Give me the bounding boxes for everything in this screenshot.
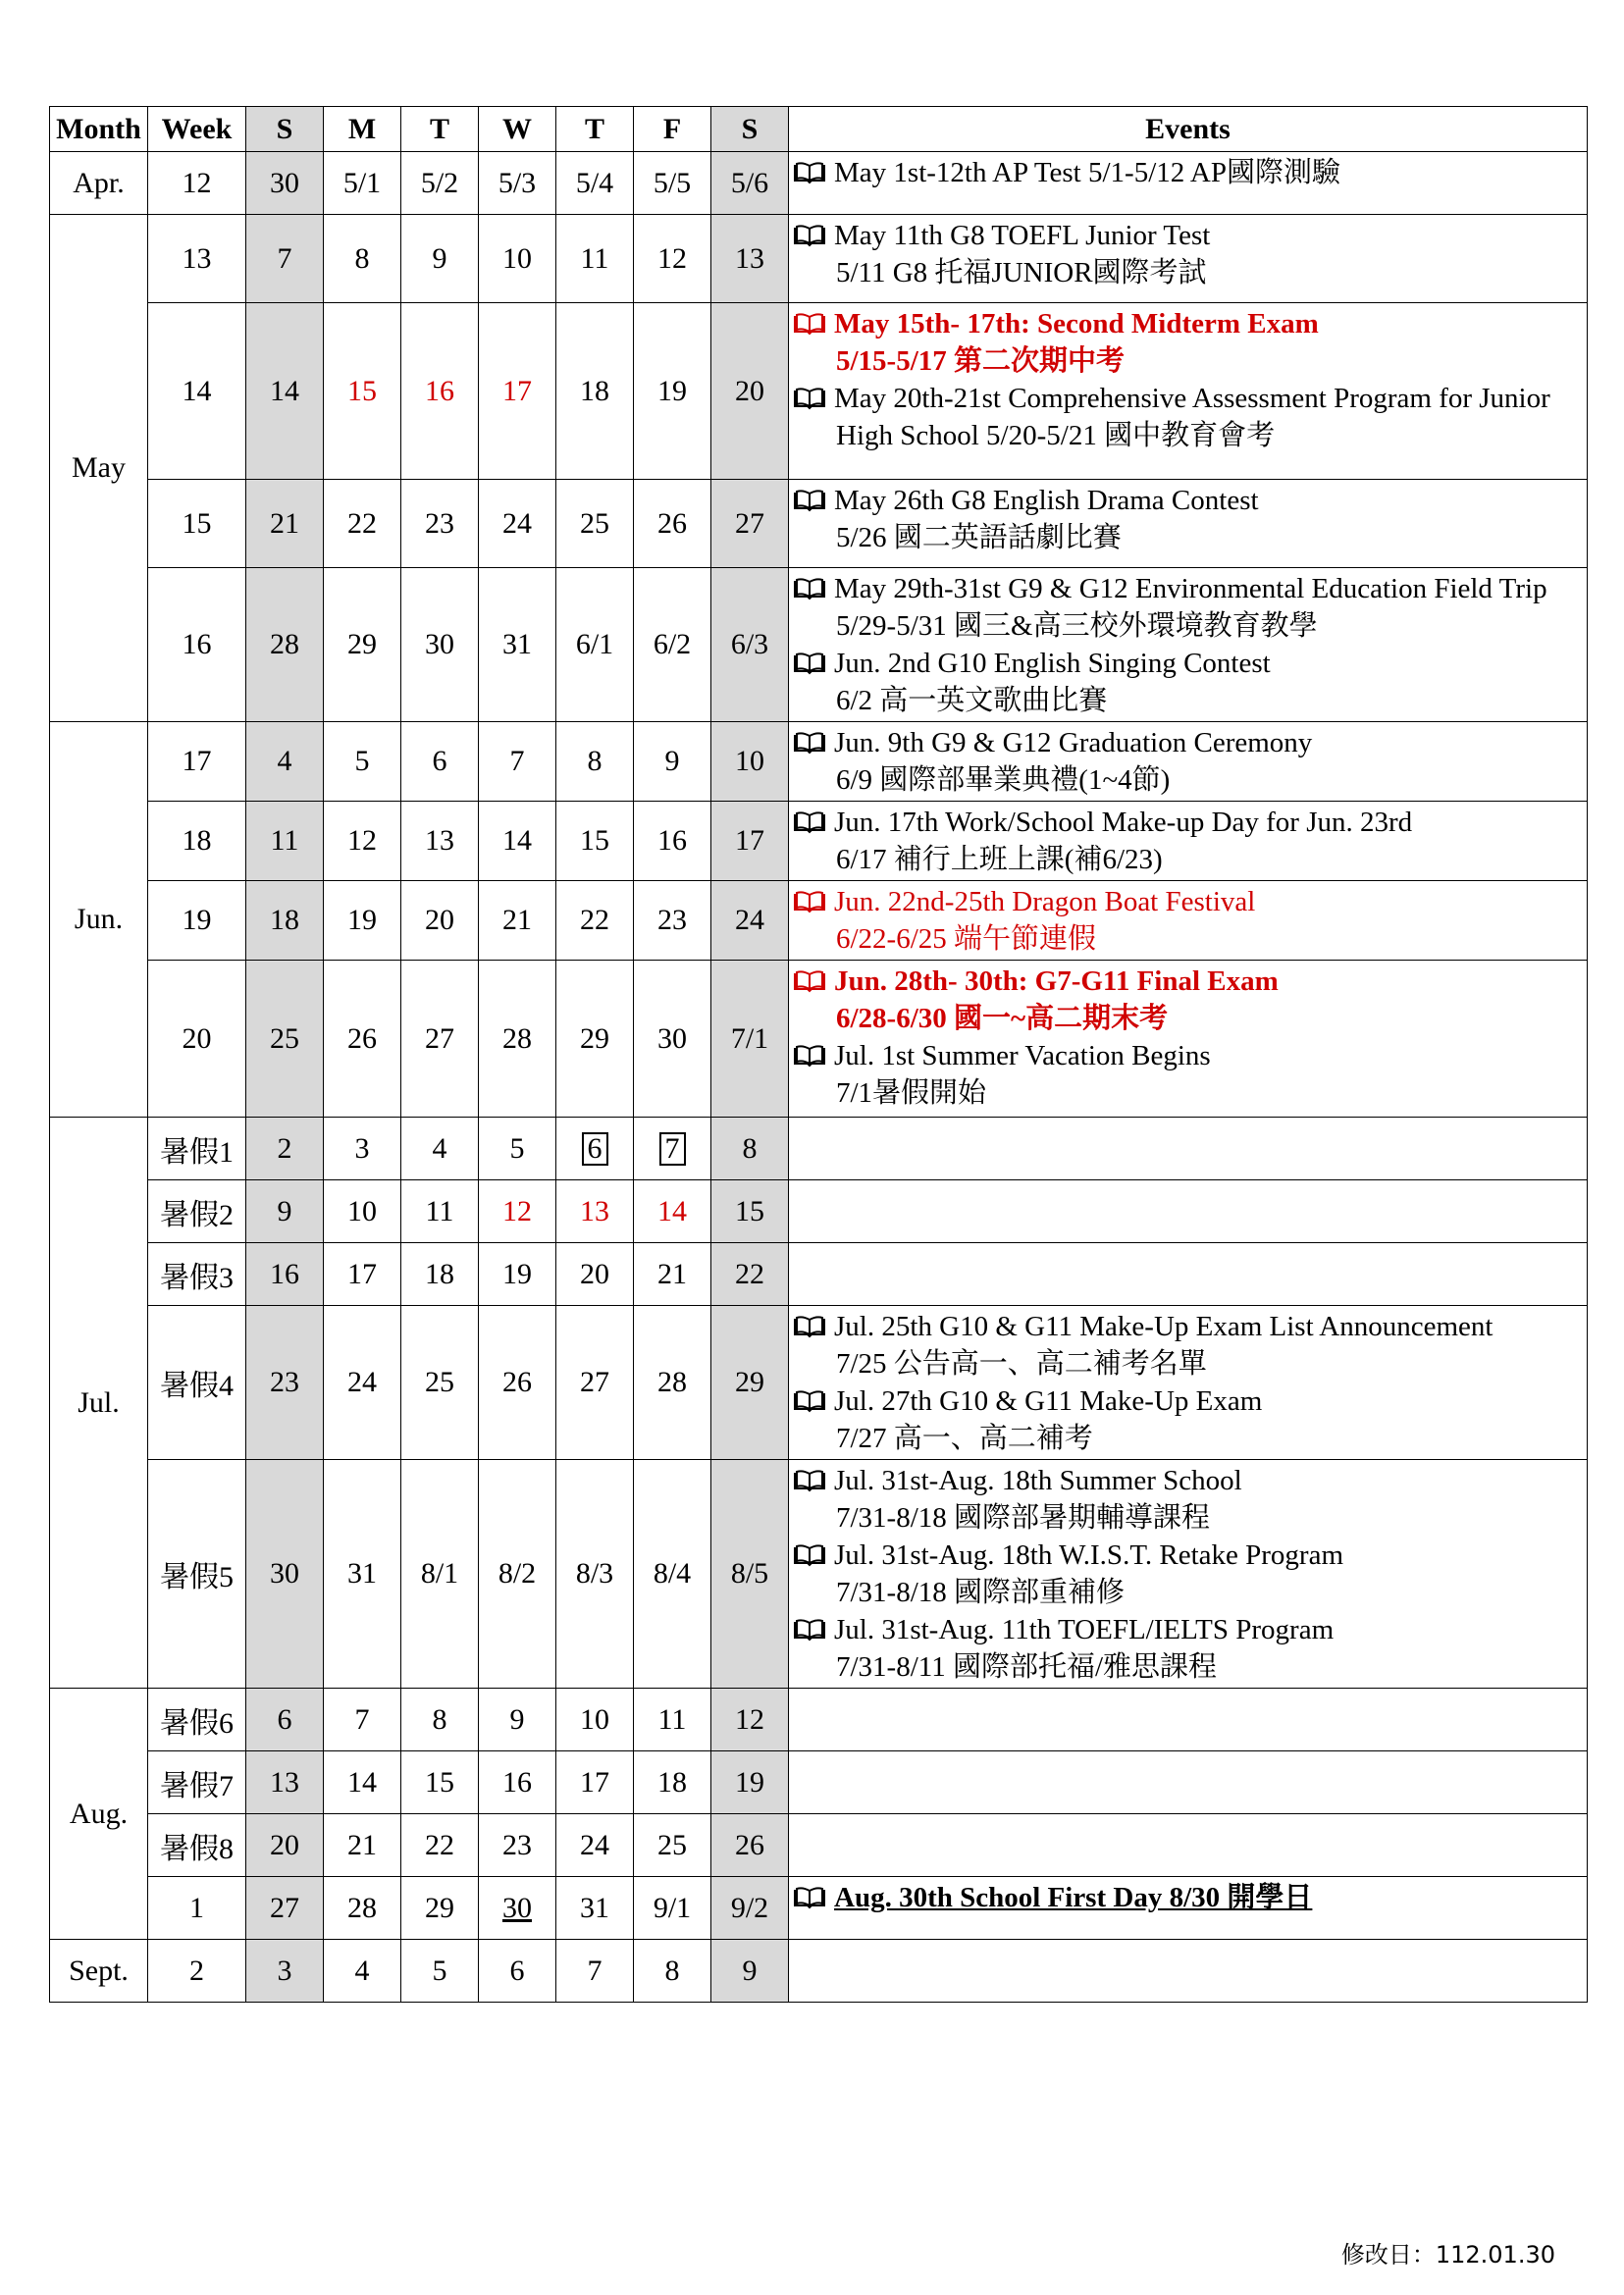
week-number-cell: 16 (148, 568, 246, 722)
open-book-icon (793, 1543, 826, 1567)
day-cell-wed: 28 (479, 961, 556, 1118)
day-cell-sun: 9 (246, 1180, 324, 1243)
day-cell-wed: 19 (479, 1243, 556, 1306)
event-text: Jul. 31st-Aug. 11th TOEFL/IELTS Program (834, 1614, 1335, 1645)
open-book-icon (793, 652, 826, 675)
open-book-icon (793, 1618, 826, 1642)
week-number-cell: 17 (148, 722, 246, 802)
day-cell-tue: 25 (401, 1306, 479, 1460)
day-header-tue: T (401, 107, 479, 152)
day-cell-sun: 3 (246, 1940, 324, 2003)
events-cell (789, 1814, 1588, 1877)
day-cell-fri: 23 (634, 881, 711, 961)
day-cell-mon: 31 (324, 1460, 401, 1689)
week-row (50, 1306, 1588, 1460)
event-text: 5/26 國二英語話劇比賽 (836, 522, 1122, 553)
week-row (50, 1118, 1588, 1180)
month-cell: Apr. (50, 152, 148, 215)
event-text: 6/22-6/25 端午節連假 (836, 923, 1097, 955)
day-header-mon: M (324, 107, 401, 152)
day-cell-tue: 30 (401, 568, 479, 722)
day-cell-thu: 10 (556, 1689, 634, 1751)
month-cell: Jun. (50, 722, 148, 1118)
week-row (50, 1180, 1588, 1243)
day-cell-fri (634, 1118, 711, 1180)
day-cell-sun: 27 (246, 1877, 324, 1940)
day-cell-sat: 26 (711, 1814, 789, 1877)
day-cell-wed: 26 (479, 1306, 556, 1460)
event-item (793, 305, 1583, 380)
day-cell-mon: 5/1 (324, 152, 401, 215)
open-book-icon (793, 1886, 826, 1909)
day-cell-fri: 21 (634, 1243, 711, 1306)
day-cell-wed: 14 (479, 802, 556, 881)
event-item (793, 1611, 1583, 1686)
week-row (50, 152, 1588, 215)
day-cell-tue: 15 (401, 1751, 479, 1814)
event-text: May 20th-21st Comprehensive Assessment Program for Junior (834, 383, 1550, 414)
event-item (793, 570, 1583, 645)
event-text: 5/15-5/17 第二次期中考 (836, 345, 1126, 377)
day-cell-thu: 6/1 (556, 568, 634, 722)
week-row (50, 568, 1588, 722)
day-cell-sun: 2 (246, 1118, 324, 1180)
week-row (50, 303, 1588, 480)
event-text: May 26th G8 English Drama Contest (834, 485, 1259, 516)
event-text: Aug. 30th School First Day 8/30 開學日 (834, 1882, 1313, 1913)
day-cell-sun: 14 (246, 303, 324, 480)
event-item (793, 217, 1583, 291)
day-cell-fri: 12 (634, 215, 711, 303)
day-cell-sun: 28 (246, 568, 324, 722)
day-cell-thu: 25 (556, 480, 634, 568)
day-cell-sun: 13 (246, 1751, 324, 1814)
day-cell-wed: 17 (479, 303, 556, 480)
open-book-icon (793, 1389, 826, 1413)
day-cell-sun: 4 (246, 722, 324, 802)
day-cell-wed: 9 (479, 1689, 556, 1751)
event-item (793, 1462, 1583, 1537)
day-cell-sun: 18 (246, 881, 324, 961)
header-row (50, 107, 1588, 152)
day-cell-tue: 16 (401, 303, 479, 480)
week-row (50, 881, 1588, 961)
event-item (793, 883, 1583, 958)
open-book-icon (793, 387, 826, 410)
open-book-icon (793, 1469, 826, 1492)
day-cell-sat: 5/6 (711, 152, 789, 215)
week-row (50, 215, 1588, 303)
day-cell-fri: 6/2 (634, 568, 711, 722)
events-cell (789, 568, 1588, 722)
day-cell-tue: 20 (401, 881, 479, 961)
day-cell-wed: 6 (479, 1940, 556, 2003)
day-cell-thu: 5/4 (556, 152, 634, 215)
events-cell (789, 961, 1588, 1118)
week-number-cell: 暑假3 (148, 1243, 246, 1306)
day-cell-thu: 17 (556, 1751, 634, 1814)
event-item (793, 1537, 1583, 1611)
event-text: 7/31-8/18 國際部重補修 (836, 1577, 1126, 1608)
day-cell-thu: 31 (556, 1877, 634, 1940)
day-cell-wed: 5 (479, 1118, 556, 1180)
event-text: 7/1暑假開始 (836, 1077, 987, 1109)
boxed-date: 6 (582, 1132, 608, 1166)
week-header: Week (148, 107, 246, 152)
day-cell-fri: 25 (634, 1814, 711, 1877)
day-cell-tue: 11 (401, 1180, 479, 1243)
day-cell-sat: 20 (711, 303, 789, 480)
day-cell-fri: 26 (634, 480, 711, 568)
day-cell-sat: 8 (711, 1118, 789, 1180)
day-cell-wed: 24 (479, 480, 556, 568)
open-book-icon (793, 1315, 826, 1338)
day-cell-wed: 7 (479, 722, 556, 802)
event-item (793, 1382, 1583, 1457)
event-text: 7/27 高一、高二補考 (836, 1423, 1093, 1454)
day-cell-wed: 8/2 (479, 1460, 556, 1689)
event-text: Jul. 1st Summer Vacation Begins (834, 1040, 1211, 1071)
event-item (793, 1879, 1583, 1916)
event-text: Jun. 17th Work/School Make-up Day for Jun. 23rd (834, 807, 1413, 838)
event-text: Jun. 9th G9 & G12 Graduation Ceremony (834, 727, 1313, 758)
day-cell-wed: 23 (479, 1814, 556, 1877)
day-cell-tue: 27 (401, 961, 479, 1118)
open-book-icon (793, 890, 826, 913)
day-cell-sun: 6 (246, 1689, 324, 1751)
day-cell-tue: 4 (401, 1118, 479, 1180)
open-book-icon (793, 577, 826, 600)
day-cell-thu: 22 (556, 881, 634, 961)
week-number-cell: 2 (148, 1940, 246, 2003)
open-book-icon (793, 161, 826, 184)
week-number-cell: 暑假1 (148, 1118, 246, 1180)
week-number-cell: 13 (148, 215, 246, 303)
day-cell-mon: 7 (324, 1689, 401, 1751)
day-cell-tue: 5/2 (401, 152, 479, 215)
day-cell-thu: 15 (556, 802, 634, 881)
events-cell (789, 1306, 1588, 1460)
revision-date: 修改日：112.01.30 (1340, 2241, 1555, 2269)
day-cell-mon: 3 (324, 1118, 401, 1180)
day-cell-sat: 6/3 (711, 568, 789, 722)
event-text: Jun. 28th- 30th: G7-G11 Final Exam (834, 965, 1279, 997)
day-header-sun: S (246, 107, 324, 152)
day-cell-fri: 11 (634, 1689, 711, 1751)
day-cell-mon: 8 (324, 215, 401, 303)
week-number-cell: 暑假2 (148, 1180, 246, 1243)
day-cell-sun: 23 (246, 1306, 324, 1460)
day-cell-mon: 22 (324, 480, 401, 568)
day-cell-sat: 12 (711, 1689, 789, 1751)
day-cell-thu: 18 (556, 303, 634, 480)
day-cell-sat: 19 (711, 1751, 789, 1814)
day-cell-thu: 20 (556, 1243, 634, 1306)
day-cell-sat: 15 (711, 1180, 789, 1243)
week-row (50, 802, 1588, 881)
week-number-cell: 暑假6 (148, 1689, 246, 1751)
week-number-cell: 14 (148, 303, 246, 480)
week-number-cell: 19 (148, 881, 246, 961)
events-cell (789, 1243, 1588, 1306)
week-row (50, 1751, 1588, 1814)
week-row (50, 961, 1588, 1118)
day-cell-fri: 5/5 (634, 152, 711, 215)
day-cell-sun: 20 (246, 1814, 324, 1877)
day-header-sat: S (711, 107, 789, 152)
event-text: 7/31-8/11 國際部托福/雅思課程 (836, 1651, 1218, 1683)
day-cell-sun: 16 (246, 1243, 324, 1306)
calendar-body (50, 152, 1588, 2003)
events-cell (789, 303, 1588, 480)
event-text: May 1st-12th AP Test 5/1-5/12 AP國際測驗 (834, 157, 1340, 188)
day-cell-wed: 16 (479, 1751, 556, 1814)
day-cell-mon: 4 (324, 1940, 401, 2003)
day-cell-mon: 15 (324, 303, 401, 480)
week-row (50, 1940, 1588, 2003)
day-cell-thu: 8 (556, 722, 634, 802)
event-item (793, 482, 1583, 556)
event-text: 7/25 公告高一、高二補考名單 (836, 1348, 1207, 1380)
day-cell-mon: 14 (324, 1751, 401, 1814)
day-cell-wed: 5/3 (479, 152, 556, 215)
day-cell-thu: 7 (556, 1940, 634, 2003)
open-book-icon (793, 1044, 826, 1068)
day-cell-fri: 18 (634, 1751, 711, 1814)
day-header-thu: T (556, 107, 634, 152)
day-cell-wed: 10 (479, 215, 556, 303)
event-text: 6/28-6/30 國一~高二期末考 (836, 1003, 1169, 1034)
day-cell-sat: 27 (711, 480, 789, 568)
day-cell-wed: 30 (479, 1877, 556, 1940)
day-cell-sat: 7/1 (711, 961, 789, 1118)
event-text: Jun. 22nd-25th Dragon Boat Festival (834, 886, 1256, 917)
day-cell-mon: 29 (324, 568, 401, 722)
day-cell-tue: 8/1 (401, 1460, 479, 1689)
day-cell-fri: 9/1 (634, 1877, 711, 1940)
day-cell-tue: 8 (401, 1689, 479, 1751)
open-book-icon (793, 810, 826, 834)
day-cell-mon: 19 (324, 881, 401, 961)
month-cell: Jul. (50, 1118, 148, 1689)
day-cell-sat: 17 (711, 802, 789, 881)
day-cell-thu: 11 (556, 215, 634, 303)
day-cell-mon: 28 (324, 1877, 401, 1940)
day-cell-fri: 8/4 (634, 1460, 711, 1689)
day-cell-wed: 31 (479, 568, 556, 722)
open-book-icon (793, 969, 826, 993)
day-cell-sun: 30 (246, 1460, 324, 1689)
event-text: May 11th G8 TOEFL Junior Test (834, 220, 1211, 251)
week-number-cell: 暑假7 (148, 1751, 246, 1814)
event-text: Jul. 31st-Aug. 18th W.I.S.T. Retake Program (834, 1539, 1344, 1571)
day-cell-fri: 30 (634, 961, 711, 1118)
events-cell (789, 1877, 1588, 1940)
open-book-icon (793, 224, 826, 247)
event-item (793, 645, 1583, 719)
day-cell-thu: 13 (556, 1180, 634, 1243)
day-cell-sat: 13 (711, 215, 789, 303)
month-cell: May (50, 215, 148, 722)
event-item (793, 963, 1583, 1037)
day-cell-sat: 24 (711, 881, 789, 961)
week-number-cell: 1 (148, 1877, 246, 1940)
events-cell (789, 1940, 1588, 2003)
day-cell-sat: 8/5 (711, 1460, 789, 1689)
day-cell-sat: 9 (711, 1940, 789, 2003)
boxed-date: 7 (659, 1132, 686, 1166)
day-header-fri: F (634, 107, 711, 152)
day-cell-thu: 24 (556, 1814, 634, 1877)
day-cell-sun: 25 (246, 961, 324, 1118)
day-cell-sat: 9/2 (711, 1877, 789, 1940)
day-cell-thu: 29 (556, 961, 634, 1118)
event-text: Jun. 2nd G10 English Singing Contest (834, 648, 1271, 679)
event-item (793, 380, 1583, 454)
week-row (50, 1877, 1588, 1940)
day-cell-mon: 10 (324, 1180, 401, 1243)
day-cell-sun: 30 (246, 152, 324, 215)
event-text: Jul. 25th G10 & G11 Make-Up Exam List Announcement (834, 1311, 1493, 1342)
day-cell-tue: 9 (401, 215, 479, 303)
events-cell (789, 215, 1588, 303)
day-cell-wed: 12 (479, 1180, 556, 1243)
events-cell (789, 1689, 1588, 1751)
events-cell (789, 1460, 1588, 1689)
event-item (793, 1308, 1583, 1382)
day-cell-tue: 23 (401, 480, 479, 568)
event-text: High School 5/20-5/21 國中教育會考 (836, 420, 1276, 451)
day-cell-wed: 21 (479, 881, 556, 961)
event-text: 6/9 國際部畢業典禮(1~4節) (836, 764, 1171, 796)
day-cell-tue: 6 (401, 722, 479, 802)
event-item (793, 804, 1583, 878)
event-item (793, 724, 1583, 799)
events-cell (789, 722, 1588, 802)
events-cell (789, 480, 1588, 568)
day-cell-fri: 8 (634, 1940, 711, 2003)
month-header: Month (50, 107, 148, 152)
event-text: Jul. 27th G10 & G11 Make-Up Exam (834, 1385, 1263, 1417)
week-number-cell: 20 (148, 961, 246, 1118)
day-cell-tue: 29 (401, 1877, 479, 1940)
events-cell (789, 152, 1588, 215)
day-cell-tue: 22 (401, 1814, 479, 1877)
week-row (50, 722, 1588, 802)
week-row (50, 1814, 1588, 1877)
week-number-cell: 暑假4 (148, 1306, 246, 1460)
day-cell-fri: 9 (634, 722, 711, 802)
event-text: May 29th-31st G9 & G12 Environmental Education Field Trip (834, 573, 1547, 604)
events-cell (789, 1180, 1588, 1243)
event-text: 5/11 G8 托福JUNIOR國際考試 (836, 257, 1207, 288)
week-number-cell: 12 (148, 152, 246, 215)
day-cell-thu: 8/3 (556, 1460, 634, 1689)
event-text: 6/17 補行上班上課(補6/23) (836, 844, 1163, 875)
day-cell-thu: 27 (556, 1306, 634, 1460)
day-cell-tue: 13 (401, 802, 479, 881)
school-calendar-table (49, 106, 1588, 2003)
event-item (793, 1037, 1583, 1112)
day-cell-fri: 14 (634, 1180, 711, 1243)
open-book-icon (793, 312, 826, 336)
day-cell-sat: 22 (711, 1243, 789, 1306)
day-cell-sun: 7 (246, 215, 324, 303)
day-cell-mon: 21 (324, 1814, 401, 1877)
day-cell-mon: 26 (324, 961, 401, 1118)
week-number-cell: 15 (148, 480, 246, 568)
open-book-icon (793, 489, 826, 512)
event-text: Jul. 31st-Aug. 18th Summer School (834, 1465, 1242, 1496)
day-cell-tue: 5 (401, 1940, 479, 2003)
day-cell-tue: 18 (401, 1243, 479, 1306)
events-cell (789, 881, 1588, 961)
month-cell: Sept. (50, 1940, 148, 2003)
week-row (50, 480, 1588, 568)
week-number-cell: 暑假8 (148, 1814, 246, 1877)
month-cell: Aug. (50, 1689, 148, 1940)
day-cell-fri: 16 (634, 802, 711, 881)
day-cell-thu (556, 1118, 634, 1180)
day-cell-sat: 10 (711, 722, 789, 802)
events-cell (789, 1118, 1588, 1180)
day-cell-sun: 11 (246, 802, 324, 881)
week-number-cell: 暑假5 (148, 1460, 246, 1689)
day-cell-sat: 29 (711, 1306, 789, 1460)
day-cell-fri: 28 (634, 1306, 711, 1460)
day-cell-mon: 17 (324, 1243, 401, 1306)
week-row (50, 1243, 1588, 1306)
day-cell-sun: 21 (246, 480, 324, 568)
week-row (50, 1689, 1588, 1751)
events-cell (789, 802, 1588, 881)
day-cell-mon: 24 (324, 1306, 401, 1460)
day-cell-fri: 19 (634, 303, 711, 480)
open-book-icon (793, 731, 826, 755)
day-cell-mon: 5 (324, 722, 401, 802)
week-row (50, 1460, 1588, 1689)
events-cell (789, 1751, 1588, 1814)
event-text: 5/29-5/31 國三&高三校外環境教育教學 (836, 610, 1318, 642)
event-item (793, 154, 1583, 191)
event-text: 6/2 高一英文歌曲比賽 (836, 685, 1108, 716)
day-cell-mon: 12 (324, 802, 401, 881)
event-text: May 15th- 17th: Second Midterm Exam (834, 308, 1319, 339)
event-text: 7/31-8/18 國際部暑期輔導課程 (836, 1502, 1211, 1534)
events-header: Events (789, 107, 1588, 152)
day-header-wed: W (479, 107, 556, 152)
week-number-cell: 18 (148, 802, 246, 881)
